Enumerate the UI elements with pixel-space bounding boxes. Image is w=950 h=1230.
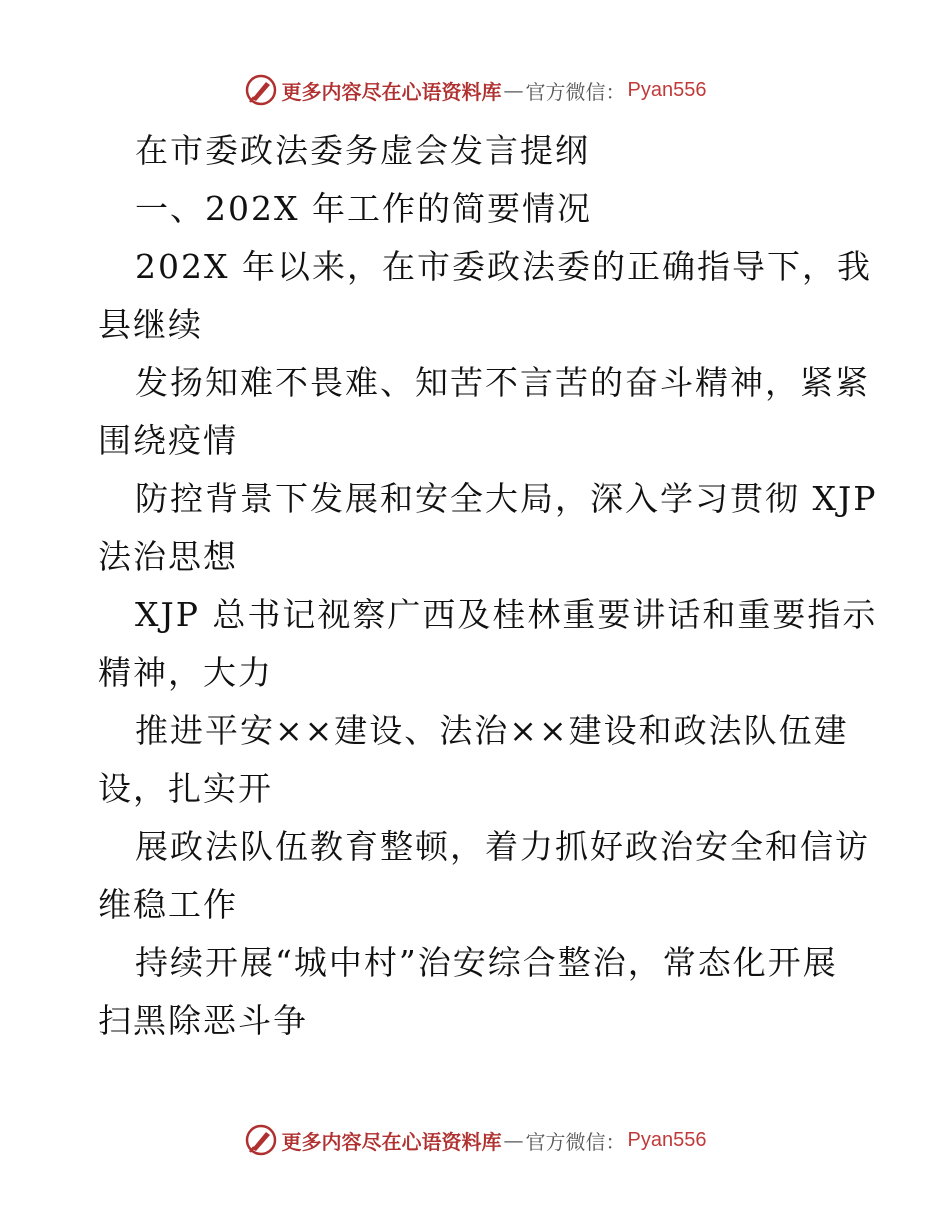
paragraph-line: XJP 总书记视察广西及桂林重要讲话和重要指示 (135, 595, 878, 634)
paragraph-line: 围绕疫情 (98, 421, 238, 460)
paragraph-line: 推进平安××建设、法治××建设和政法队伍建 (135, 711, 849, 750)
banner-wechat-id: Pyan556 (627, 78, 707, 101)
paragraph-line: 扫黑除恶斗争 (98, 1001, 308, 1040)
banner-official-label: 官方微信： (525, 79, 626, 104)
paragraph-line: 精神，大力 (98, 653, 273, 692)
paragraph-line: 发扬知难不畏难、知苦不言苦的奋斗精神，紧紧 (135, 363, 870, 402)
banner-dash: — (503, 78, 524, 102)
paragraph-line: 展政法队伍教育整顿，着力抓好政治安全和信访 (135, 827, 870, 866)
document-body (98, 122, 878, 1050)
paragraph-line: 设，扎实开 (98, 769, 273, 808)
footer-watermark-banner (0, 1120, 950, 1160)
banner-wechat-id: Pyan556 (627, 1128, 707, 1151)
paragraph-line: 维稳工作 (98, 885, 238, 924)
banner-dash: — (503, 1128, 524, 1152)
banner-official-label: 官方微信： (525, 1129, 626, 1154)
paragraph-line: 防控背景下发展和安全大局，深入学习贯彻 XJP (135, 479, 878, 518)
paragraph-line: 法治思想 (98, 537, 238, 576)
paragraph-line: 202X 年以来，在市委政法委的正确指导下，我 (135, 247, 872, 286)
header-watermark-banner (0, 70, 950, 110)
section-heading: 一、202X 年工作的简要情况 (135, 189, 592, 228)
document-title: 在市委政法委务虚会发言提纲 (135, 131, 590, 170)
banner-main-text: 更多内容尽在心语资料库 (281, 79, 502, 104)
paragraph-line: 持续开展“城中村”治安综合整治，常态化开展 (135, 943, 838, 982)
quill-pen-logo-icon (244, 1123, 278, 1157)
paragraph-line: 县继续 (98, 305, 203, 344)
banner-main-text: 更多内容尽在心语资料库 (281, 1129, 502, 1154)
quill-pen-logo-icon (244, 73, 278, 107)
